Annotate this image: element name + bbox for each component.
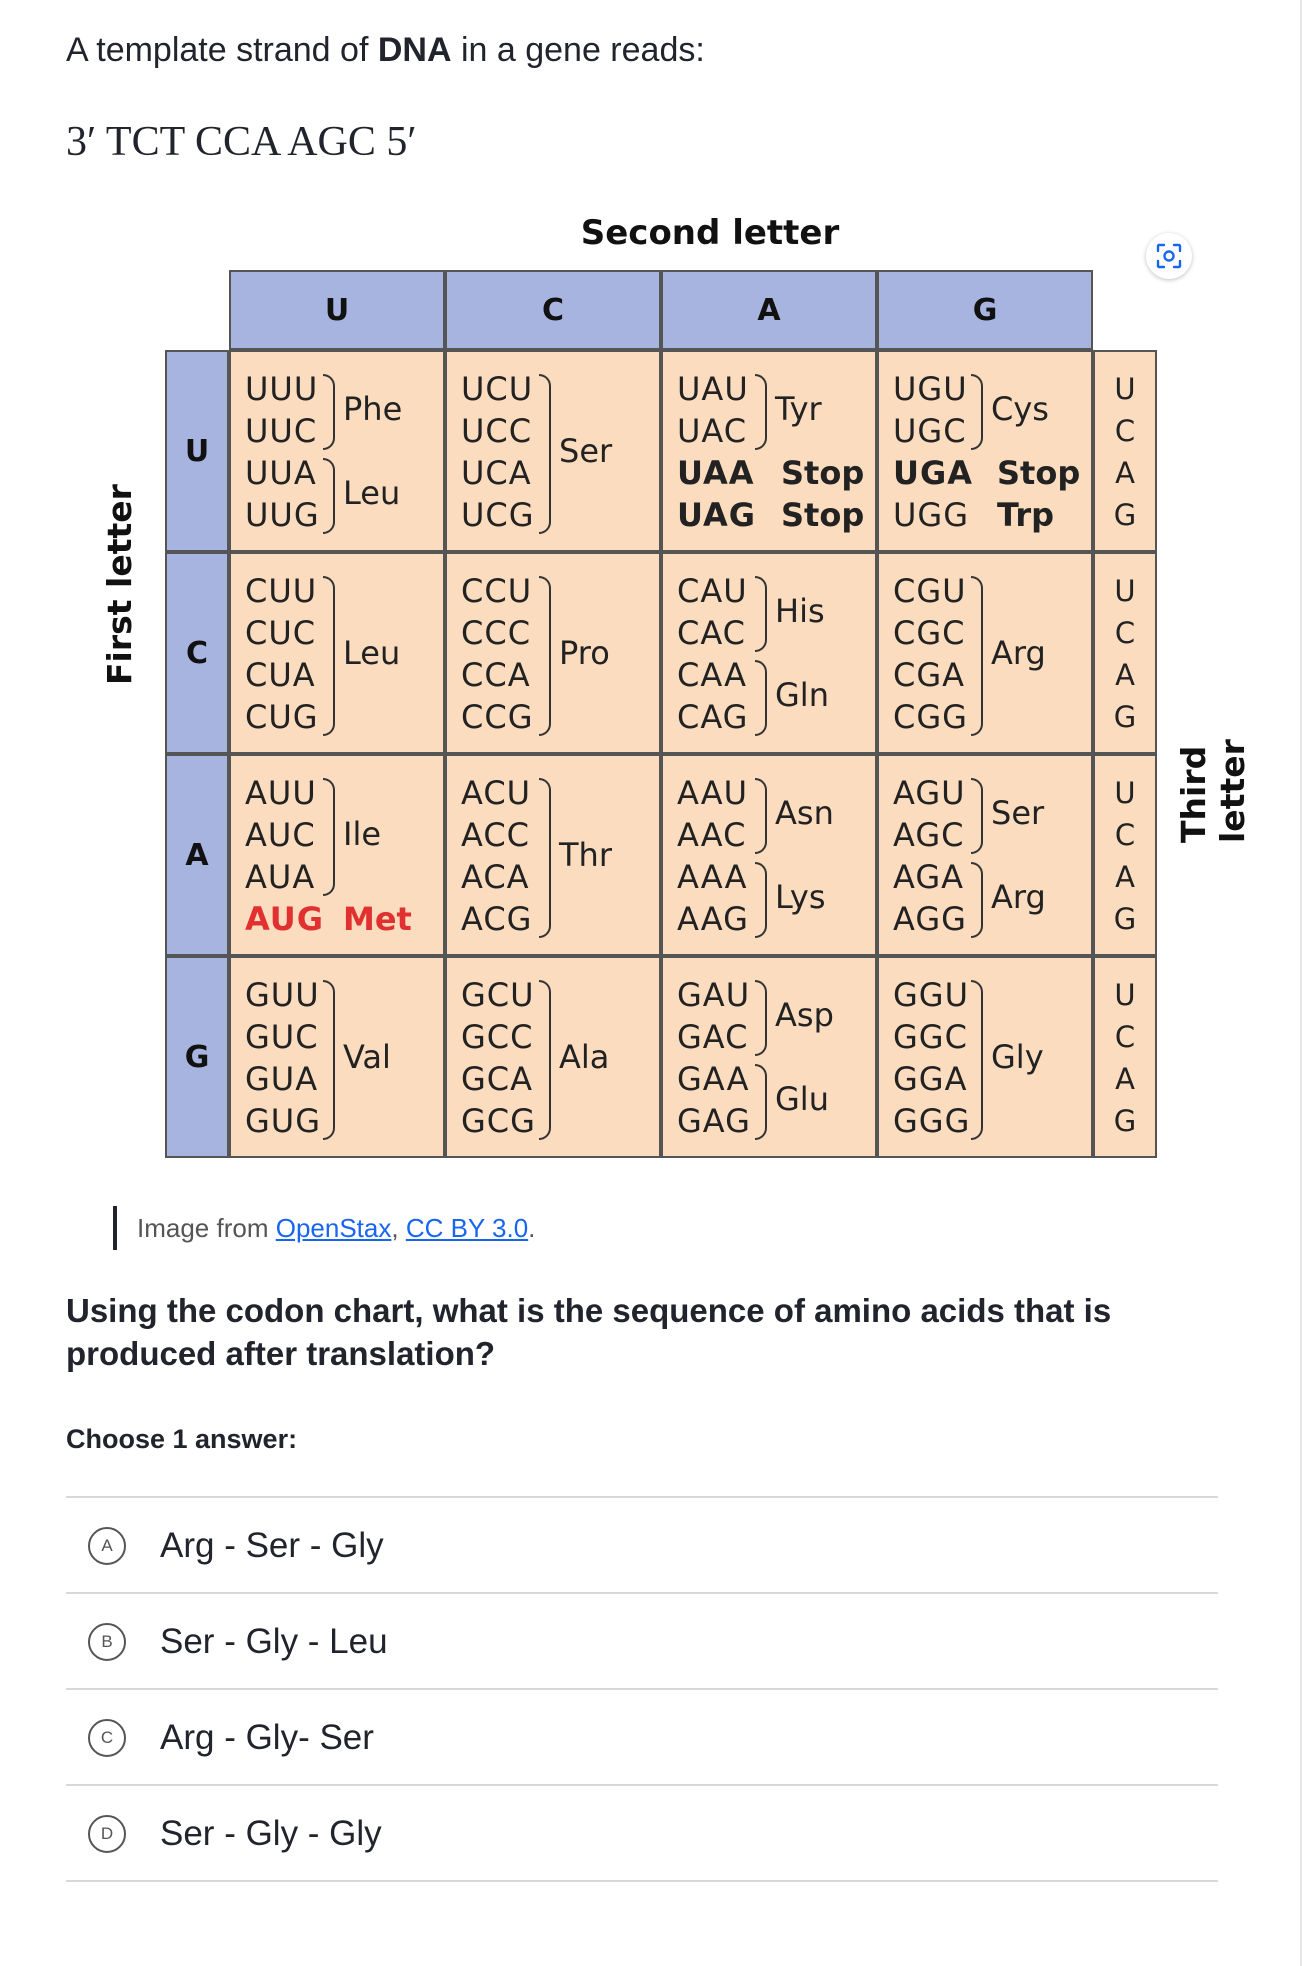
codon-label: CAC (677, 614, 747, 652)
third-letter: A (1115, 658, 1135, 692)
third-letter: A (1115, 860, 1135, 894)
amino-acid-label: Gln (775, 676, 829, 714)
codon-label: CUA (245, 656, 316, 694)
caption-prefix: Image from (137, 1213, 276, 1243)
intro-text (66, 28, 705, 72)
answer-option-b[interactable] (66, 1592, 1218, 1690)
amino-acid-label: Leu (343, 474, 401, 512)
amino-acid-label: Met (343, 900, 412, 938)
codon-label: AUG (245, 900, 325, 938)
option-letter-a: A (88, 1527, 126, 1565)
third-letter: U (1114, 776, 1136, 810)
codon-label: CGC (893, 614, 966, 652)
amino-acid-label: Asp (775, 996, 834, 1034)
row-header-a: A (165, 754, 229, 956)
amino-acid-label: Ala (559, 1038, 610, 1076)
intro-bold: DNA (377, 31, 452, 69)
license-link[interactable]: CC BY 3.0 (405, 1213, 529, 1243)
amino-acid-label: Glu (775, 1080, 829, 1118)
codon-label: GCG (461, 1102, 536, 1140)
codon-cell (877, 350, 1093, 552)
codon-label: ACG (461, 900, 533, 938)
codon-label: ACC (461, 816, 531, 854)
codon-label: GCU (461, 976, 535, 1014)
codon-label: CCG (461, 698, 534, 736)
codon-label: UAG (677, 496, 757, 534)
codon-label: GUA (245, 1060, 319, 1098)
caption-suffix: . (528, 1213, 536, 1243)
column-header-u: U (229, 270, 445, 350)
third-letter: U (1114, 978, 1136, 1012)
third-letter: C (1114, 616, 1136, 650)
codon-bracket (755, 980, 767, 1056)
amino-acid-label: Arg (991, 878, 1046, 916)
codon-label: UUG (245, 496, 320, 534)
second-letter-label: Second letter (580, 213, 840, 253)
codon-bracket (323, 458, 335, 534)
codon-label: GAU (677, 976, 751, 1014)
column-header-g: G (877, 270, 1093, 350)
codon-bracket (539, 576, 551, 736)
amino-acid-label: Ile (343, 815, 382, 853)
first-letter-label: First letter (100, 484, 139, 685)
codon-label: GAC (677, 1018, 749, 1056)
amino-acid-label: Pro (559, 634, 610, 672)
option-text-b: Ser - Gly - Leu (160, 1622, 388, 1661)
amino-acid-label: Ser (559, 432, 613, 470)
amino-acid-label: Val (343, 1038, 391, 1076)
codon-bracket (755, 778, 767, 854)
codon-label: AAC (677, 816, 747, 854)
codon-label: ACA (461, 858, 530, 896)
codon-cell (877, 552, 1093, 754)
third-letter: C (1114, 1020, 1136, 1054)
third-letter: G (1113, 700, 1137, 734)
codon-label: GUU (245, 976, 320, 1014)
third-letter: C (1114, 818, 1136, 852)
amino-acid-label: Cys (991, 390, 1049, 428)
codon-cell (229, 552, 445, 754)
codon-label: UCG (461, 496, 535, 534)
codon-bracket (539, 778, 551, 938)
codon-label: AAU (677, 774, 749, 812)
codon-cell (661, 956, 877, 1158)
codon-label: GGA (893, 1060, 968, 1098)
codon-label: GUC (245, 1018, 319, 1056)
codon-label: UGG (893, 496, 970, 534)
amino-acid-label: Ser (991, 794, 1045, 832)
codon-label: UUU (245, 370, 319, 408)
codon-label: AAG (677, 900, 749, 938)
amino-acid-label: Lys (775, 878, 826, 916)
third-letter: G (1113, 1104, 1137, 1138)
choose-label: Choose 1 answer: (66, 1424, 298, 1454)
codon-cell (445, 552, 661, 754)
intro-after: in a gene reads: (451, 31, 705, 69)
dna-sequence: 3′ TCT CCA AGC 5′ (66, 119, 417, 165)
expand-image-icon (1155, 242, 1183, 270)
codon-label: AUU (245, 774, 317, 812)
option-text-a: Arg - Ser - Gly (160, 1526, 384, 1565)
option-letter-b: B (88, 1623, 126, 1661)
codon-label: UAU (677, 370, 749, 408)
row-header-c: C (165, 552, 229, 754)
codon-label: UCA (461, 454, 532, 492)
amino-acid-label: Leu (343, 634, 401, 672)
codon-label: UGA (893, 454, 974, 492)
codon-label: UAC (677, 412, 748, 450)
codon-label: CCU (461, 572, 533, 610)
amino-acid-label: Trp (997, 496, 1054, 534)
answer-option-a[interactable] (66, 1496, 1218, 1594)
column-header-c: C (445, 270, 661, 350)
codon-label: CUU (245, 572, 318, 610)
codon-label: UGC (893, 412, 967, 450)
answer-option-c[interactable] (66, 1688, 1218, 1786)
amino-acid-label: Stop (781, 496, 865, 534)
codon-bracket (971, 980, 983, 1140)
codon-label: CCA (461, 656, 531, 694)
codon-label: UUA (245, 454, 317, 492)
codon-cell (877, 956, 1093, 1158)
amino-acid-label: Phe (343, 390, 403, 428)
codon-label: GGG (893, 1102, 971, 1140)
amino-acid-label: Thr (559, 836, 612, 874)
codon-label: GUG (245, 1102, 322, 1140)
third-letter: G (1113, 498, 1137, 532)
openstax-link[interactable]: OpenStax (275, 1213, 392, 1243)
codon-cell (661, 754, 877, 956)
answer-option-d[interactable] (66, 1784, 1218, 1882)
codon-label: AGA (893, 858, 965, 896)
codon-label: CGG (893, 698, 968, 736)
codon-bracket (323, 778, 335, 896)
codon-cell (229, 956, 445, 1158)
codon-label: ACU (461, 774, 532, 812)
row-header-u: U (165, 350, 229, 552)
codon-label: AGG (893, 900, 967, 938)
codon-label: GGC (893, 1018, 968, 1056)
third-letter-cell (1093, 552, 1157, 754)
codon-label: AUA (245, 858, 316, 896)
codon-label: UAA (677, 454, 755, 492)
third-letter: C (1114, 414, 1136, 448)
codon-label: AAA (677, 858, 748, 896)
options-bottom-divider (66, 1880, 1218, 1882)
codon-cell (445, 350, 661, 552)
third-letter-cell (1093, 956, 1157, 1158)
codon-cell (445, 754, 661, 956)
codon-bracket (971, 576, 983, 736)
codon-label: CGA (893, 656, 966, 694)
row-header-g: G (165, 956, 229, 1158)
codon-bracket (971, 862, 983, 938)
codon-label: UGU (893, 370, 968, 408)
codon-label: UCC (461, 412, 533, 450)
codon-label: CAG (677, 698, 749, 736)
codon-label: GAG (677, 1102, 751, 1140)
codon-label: CCC (461, 614, 532, 652)
expand-image-button[interactable] (1146, 233, 1192, 279)
intro-before: A template strand of (66, 31, 378, 69)
codon-label: UCU (461, 370, 534, 408)
amino-acid-label: Gly (991, 1038, 1044, 1076)
option-letter-d: D (88, 1815, 126, 1853)
codon-label: GAA (677, 1060, 750, 1098)
option-text-d: Ser - Gly - Gly (160, 1814, 382, 1853)
codon-cell (661, 552, 877, 754)
codon-cell (229, 754, 445, 956)
codon-bracket (323, 576, 335, 736)
codon-bracket (539, 980, 551, 1140)
amino-acid-label: Arg (991, 634, 1046, 672)
codon-label: AGU (893, 774, 966, 812)
option-text-c: Arg - Gly- Ser (160, 1718, 374, 1757)
column-header-a: A (661, 270, 877, 350)
amino-acid-label: Tyr (775, 390, 822, 428)
third-letter: U (1114, 574, 1136, 608)
codon-bracket (755, 374, 767, 450)
amino-acid-label: Stop (781, 454, 865, 492)
amino-acid-label: His (775, 592, 825, 630)
question-text: Using the codon chart, what is the sequence of amino acids that is produced after translation? (66, 1292, 1112, 1372)
codon-cell (661, 350, 877, 552)
codon-bracket (539, 374, 551, 534)
codon-label: GGU (893, 976, 970, 1014)
option-letter-c: C (88, 1719, 126, 1757)
codon-label: CAA (677, 656, 748, 694)
third-letter-cell (1093, 350, 1157, 552)
amino-acid-label: Asn (775, 794, 834, 832)
codon-label: CAU (677, 572, 748, 610)
third-letter: G (1113, 902, 1137, 936)
codon-cell (445, 956, 661, 1158)
codon-bracket (971, 778, 983, 854)
codon-label: GCC (461, 1018, 534, 1056)
caption-separator: , (391, 1213, 406, 1243)
codon-label: CUC (245, 614, 317, 652)
codon-label: AGC (893, 816, 965, 854)
codon-bracket (971, 374, 983, 450)
codon-bracket (755, 862, 767, 938)
codon-label: UUC (245, 412, 318, 450)
codon-cell (877, 754, 1093, 956)
third-letter-cell (1093, 754, 1157, 956)
codon-bracket (323, 980, 335, 1140)
third-letter-label: Third letter (1174, 739, 1252, 843)
codon-label: CUG (245, 698, 319, 736)
codon-bracket (323, 374, 335, 450)
codon-label: AUC (245, 816, 316, 854)
image-caption (113, 1206, 535, 1250)
third-letter: A (1115, 456, 1135, 490)
codon-bracket (755, 576, 767, 652)
codon-cell (229, 350, 445, 552)
codon-bracket (755, 660, 767, 736)
codon-label: GCA (461, 1060, 534, 1098)
codon-bracket (755, 1064, 767, 1140)
amino-acid-label: Stop (997, 454, 1081, 492)
third-letter: U (1114, 372, 1136, 406)
third-letter: A (1115, 1062, 1135, 1096)
codon-chart (100, 205, 1252, 1185)
codon-label: CGU (893, 572, 967, 610)
